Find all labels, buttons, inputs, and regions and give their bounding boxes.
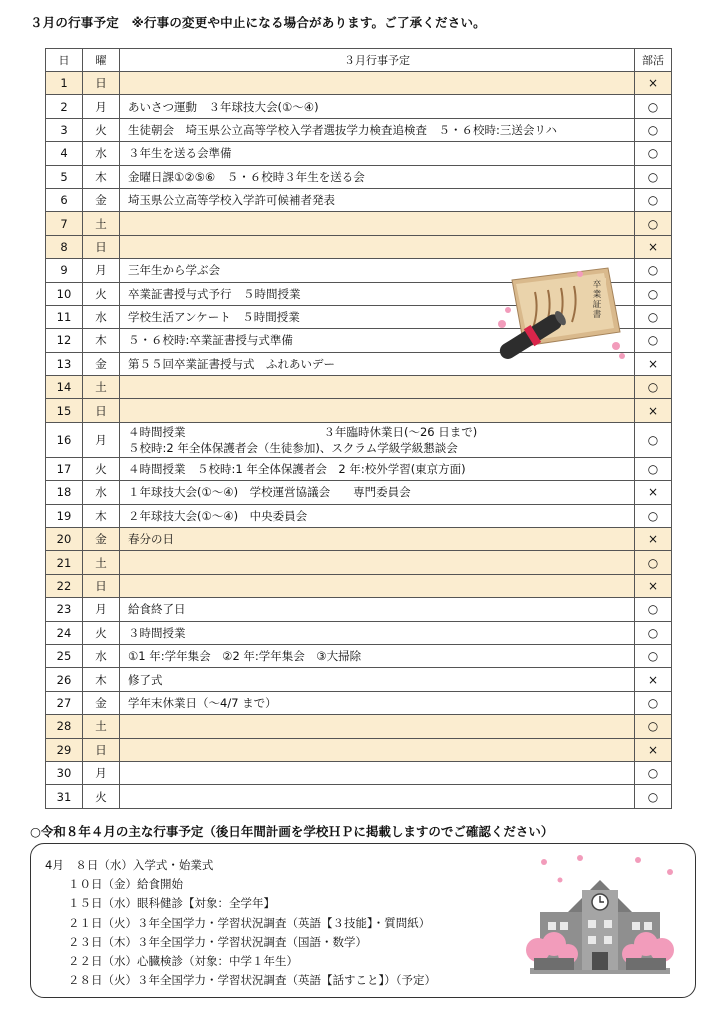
weekday-cell: 木 [83, 668, 120, 691]
weekday-cell: 水 [83, 142, 120, 165]
list-item: ２３日（木）３年全国学力・学習状況調査（国語・数学） [45, 934, 367, 949]
table-row [46, 761, 672, 784]
day-cell: 28 [46, 715, 83, 738]
club-status-cell: × [635, 574, 672, 597]
weekday-cell: 日 [83, 738, 120, 761]
day-cell: 25 [46, 644, 83, 667]
table-row [46, 738, 672, 761]
day-cell: 13 [46, 352, 83, 375]
weekday-cell: 月 [83, 95, 120, 118]
event-cell [120, 165, 635, 188]
weekday-cell: 月 [83, 259, 120, 282]
event-text: ４時間授業 ５校時:1 年全体保護者会 2 年:校外学習(東京方面) [128, 462, 466, 477]
day-cell: 30 [46, 761, 83, 784]
event-cell [120, 715, 635, 738]
club-status-cell: ○ [635, 118, 672, 141]
club-status-cell: ○ [635, 715, 672, 738]
table-row [46, 551, 672, 574]
day-cell: 31 [46, 785, 83, 808]
weekday-cell: 火 [83, 457, 120, 480]
club-status-cell: ○ [635, 598, 672, 621]
event-text: 卒業証書授与式予行 ５時間授業 [128, 286, 301, 301]
event-cell [120, 235, 635, 258]
day-cell: 16 [46, 422, 83, 457]
day-cell: 7 [46, 212, 83, 235]
day-cell: 2 [46, 95, 83, 118]
club-status-cell: × [635, 738, 672, 761]
day-cell: 24 [46, 621, 83, 644]
event-cell [120, 644, 635, 667]
club-status-cell: × [635, 668, 672, 691]
club-status-cell: ○ [635, 785, 672, 808]
event-cell [120, 212, 635, 235]
table-row [46, 668, 672, 691]
day-cell: 14 [46, 376, 83, 399]
event-cell [120, 376, 635, 399]
day-cell: 26 [46, 668, 83, 691]
event-text: 第５５回卒業証書授与式 ふれあいデー [128, 356, 335, 371]
weekday-cell: 月 [83, 422, 120, 457]
list-item: １０日（金）給食開始 [45, 877, 183, 892]
weekday-cell: 金 [83, 188, 120, 211]
club-status-cell: ○ [635, 188, 672, 211]
event-cell [120, 598, 635, 621]
event-text: ５・６校時:卒業証書授与式準備 [128, 333, 293, 348]
day-cell: 1 [46, 72, 83, 95]
table-row [46, 72, 672, 95]
event-cell [120, 118, 635, 141]
april-heading: ○令和８年４月の主な行事予定（後日年間計画を学校ＨＰに掲載しますのでご確認ください） [30, 824, 554, 839]
weekday-cell: 日 [83, 72, 120, 95]
club-status-cell: ○ [635, 457, 672, 480]
event-text: 金曜日課①②⑤⑥ ５・６校時３年生を送る会 [128, 169, 365, 184]
event-text: あいさつ運動 ３年球技大会(①～④) [128, 99, 319, 114]
table-row [46, 621, 672, 644]
table-row [46, 422, 672, 457]
event-cell [120, 528, 635, 551]
event-cell [120, 761, 635, 784]
weekday-cell: 月 [83, 598, 120, 621]
weekday-cell: 水 [83, 305, 120, 328]
weekday-cell: 土 [83, 715, 120, 738]
list-item: １５日（水）眼科健診【対象：全学年】 [45, 896, 275, 911]
event-text: 学校生活アンケート ５時間授業 [128, 310, 300, 325]
club-status-cell: ○ [635, 422, 672, 457]
list-item: ２８日（火）３年全国学力・学習状況調査（英語【話すこと】）（予定） [45, 973, 436, 988]
club-status-cell: × [635, 72, 672, 95]
weekday-cell: 火 [83, 282, 120, 305]
diploma-illustration [490, 262, 630, 362]
header-club: 部活 [635, 49, 672, 72]
event-cell [120, 574, 635, 597]
table-row [46, 504, 672, 527]
march-schedule-table [45, 48, 672, 809]
weekday-cell: 金 [83, 352, 120, 375]
club-status-cell: ○ [635, 95, 672, 118]
day-cell: 27 [46, 691, 83, 714]
day-cell: 3 [46, 118, 83, 141]
day-cell: 17 [46, 457, 83, 480]
page-heading: ３月の行事予定 ※行事の変更や中止になる場合があります。ご了承ください。 [30, 15, 486, 30]
list-item: ２１日（火）３年全国学力・学習状況調査（英語【３技能】・質問紙） [45, 915, 431, 930]
table-row [46, 165, 672, 188]
club-status-cell: ○ [635, 551, 672, 574]
event-text: 生徒朝会 埼玉県公立高等学校入学者選抜学力検査追検査 ５・６校時:三送会リハ [128, 122, 558, 137]
club-status-cell: ○ [635, 282, 672, 305]
club-status-cell: ○ [635, 376, 672, 399]
day-cell: 19 [46, 504, 83, 527]
event-cell [120, 621, 635, 644]
event-text: 学年末休業日（～4/7 まで） [128, 695, 277, 710]
club-status-cell: ○ [635, 259, 672, 282]
day-cell: 29 [46, 738, 83, 761]
day-cell: 18 [46, 481, 83, 504]
event-cell [120, 188, 635, 211]
weekday-cell: 火 [83, 621, 120, 644]
weekday-cell: 金 [83, 528, 120, 551]
table-row [46, 481, 672, 504]
weekday-cell: 日 [83, 574, 120, 597]
event-text: 給食終了日 [128, 602, 186, 617]
table-header-row [46, 49, 672, 72]
table-row [46, 235, 672, 258]
event-text: １年球技大会(①～④) 学校運営協議会 専門委員会 [128, 485, 411, 500]
table-row [46, 691, 672, 714]
table-row [46, 785, 672, 808]
day-cell: 5 [46, 165, 83, 188]
weekday-cell: 土 [83, 551, 120, 574]
club-status-cell: × [635, 235, 672, 258]
club-status-cell: ○ [635, 142, 672, 165]
club-status-cell: ○ [635, 329, 672, 352]
day-cell: 20 [46, 528, 83, 551]
club-status-cell: ○ [635, 691, 672, 714]
header-events: ３月行事予定 [120, 49, 635, 72]
day-cell: 6 [46, 188, 83, 211]
weekday-cell: 火 [83, 118, 120, 141]
event-cell [120, 551, 635, 574]
day-cell: 9 [46, 259, 83, 282]
table-row [46, 118, 672, 141]
event-cell [120, 142, 635, 165]
event-text: 修了式 [128, 672, 163, 687]
day-cell: 10 [46, 282, 83, 305]
day-cell: 21 [46, 551, 83, 574]
weekday-cell: 月 [83, 761, 120, 784]
club-status-cell: ○ [635, 644, 672, 667]
list-item: 4月 ８日（水）入学式・始業式 [45, 858, 214, 872]
club-status-cell: ○ [635, 504, 672, 527]
club-status-cell: ○ [635, 761, 672, 784]
event-text: ２年球技大会(①～④) 中央委員会 [128, 508, 308, 523]
event-cell [120, 457, 635, 480]
diploma-text: 卒業証書 [592, 280, 602, 320]
event-text: ３時間授業 [128, 625, 186, 640]
table-row [46, 188, 672, 211]
weekday-cell: 土 [83, 376, 120, 399]
event-cell [120, 481, 635, 504]
event-cell [120, 691, 635, 714]
table-row [46, 212, 672, 235]
club-status-cell: ○ [635, 165, 672, 188]
club-status-cell: × [635, 399, 672, 422]
event-text: ①1 年:学年集会 ②2 年:学年集会 ③大掃除 [128, 649, 362, 664]
club-status-cell: ○ [635, 305, 672, 328]
list-item: ２２日（水）心臓検診（対象：中学１年生） [45, 954, 298, 969]
day-cell: 12 [46, 329, 83, 352]
event-text: ４時間授業 ３年臨時休業日(～26 日まで) [128, 424, 478, 439]
weekday-cell: 土 [83, 212, 120, 235]
weekday-cell: 木 [83, 165, 120, 188]
event-cell [120, 504, 635, 527]
table-row [46, 715, 672, 738]
table-row [46, 598, 672, 621]
event-text: 春分の日 [128, 532, 174, 547]
weekday-cell: 木 [83, 504, 120, 527]
table-row [46, 95, 672, 118]
event-cell [120, 668, 635, 691]
day-cell: 8 [46, 235, 83, 258]
event-text: ３年生を送る会準備 [128, 146, 232, 161]
table-row [46, 574, 672, 597]
weekday-cell: 日 [83, 235, 120, 258]
weekday-cell: 水 [83, 644, 120, 667]
event-cell [120, 785, 635, 808]
table-row [46, 644, 672, 667]
day-cell: 22 [46, 574, 83, 597]
header-weekday: 曜 [83, 49, 120, 72]
table-row [46, 457, 672, 480]
event-cell [120, 95, 635, 118]
table-row [46, 142, 672, 165]
weekday-cell: 水 [83, 481, 120, 504]
table-row [46, 376, 672, 399]
weekday-cell: 金 [83, 691, 120, 714]
club-status-cell: ○ [635, 621, 672, 644]
table-row [46, 528, 672, 551]
weekday-cell: 木 [83, 329, 120, 352]
header-day: 日 [46, 49, 83, 72]
club-status-cell: ○ [635, 212, 672, 235]
april-list [45, 856, 436, 990]
table-row [46, 399, 672, 422]
event-cell [120, 72, 635, 95]
event-text: 埼玉県公立高等学校入学許可候補者発表 [128, 193, 335, 208]
event-cell [120, 399, 635, 422]
day-cell: 15 [46, 399, 83, 422]
club-status-cell: × [635, 352, 672, 375]
event-cell [120, 738, 635, 761]
club-status-cell: × [635, 481, 672, 504]
weekday-cell: 火 [83, 785, 120, 808]
event-text: 三年生から学ぶ会 [128, 263, 220, 278]
weekday-cell: 日 [83, 399, 120, 422]
club-status-cell: × [635, 528, 672, 551]
school-illustration [520, 850, 680, 980]
event-cell [120, 422, 635, 457]
event-text: ５校時:2 年全体保護者会（生徒参加)、スクラム学級学級懇談会 [128, 440, 458, 455]
day-cell: 4 [46, 142, 83, 165]
day-cell: 11 [46, 305, 83, 328]
day-cell: 23 [46, 598, 83, 621]
